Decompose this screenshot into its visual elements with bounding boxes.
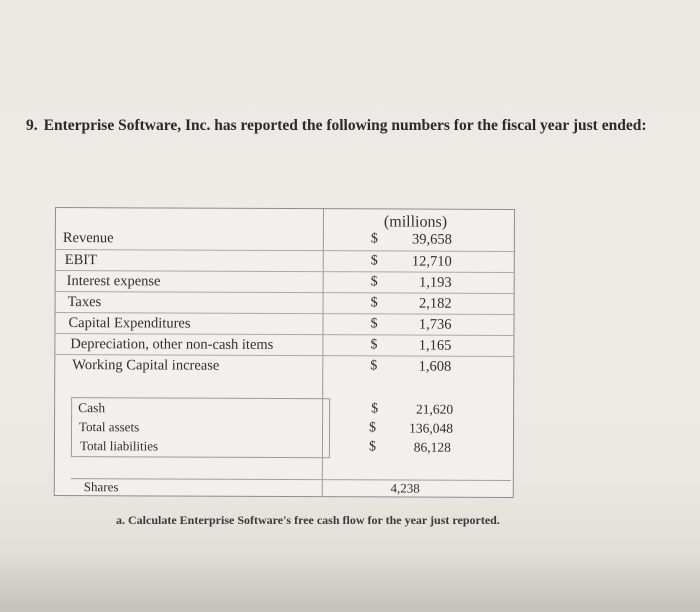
- currency-symbol: $: [368, 439, 376, 455]
- row-label: Interest expense: [66, 273, 161, 290]
- row-value: 1,736: [418, 316, 452, 333]
- shares-row: [71, 478, 511, 497]
- question-heading: [26, 117, 686, 135]
- row-label: Shares: [83, 479, 119, 495]
- row-value: 39,658: [411, 231, 452, 248]
- row-label: Total assets: [79, 419, 140, 435]
- currency-symbol: $: [371, 401, 379, 417]
- page-bottom-shadow: [0, 552, 700, 612]
- row-label: Capital Expenditures: [68, 315, 191, 332]
- financial-table: [54, 207, 515, 498]
- currency-symbol: $: [370, 337, 378, 353]
- units-header: (millions): [383, 213, 448, 231]
- currency-symbol: $: [370, 274, 378, 290]
- instruction-text: a. Calculate Enterprise Software's free cash flow for the year just reported.: [116, 513, 500, 527]
- row-value: 4,238: [390, 480, 420, 496]
- row-value: 21,620: [415, 401, 454, 417]
- question-number: 9.: [26, 117, 38, 134]
- currency-symbol: $: [369, 420, 377, 436]
- currency-symbol: $: [370, 316, 378, 332]
- row-value: 136,048: [409, 420, 454, 436]
- row-label: EBIT: [64, 252, 98, 269]
- row-value: 86,128: [413, 439, 451, 455]
- table-row: [55, 354, 513, 378]
- currency-symbol: $: [370, 253, 378, 269]
- row-label: Cash: [78, 400, 106, 416]
- row-value: 1,608: [418, 358, 452, 375]
- row-value: 12,710: [411, 253, 452, 270]
- currency-symbol: $: [370, 231, 378, 247]
- table-row: [56, 228, 514, 251]
- row-value: 2,182: [418, 295, 452, 312]
- currency-symbol: $: [370, 295, 378, 311]
- currency-symbol: $: [370, 358, 378, 374]
- row-label: Taxes: [67, 294, 102, 311]
- row-label: Total liabilities: [79, 438, 159, 454]
- row-value: 1,165: [418, 337, 452, 354]
- row-label: Depreciation, other non-cash items: [70, 336, 274, 353]
- row-value: 1,193: [419, 274, 452, 291]
- question-text: Enterprise Software, Inc. has reported the following numbers for the fiscal year just ended:: [43, 117, 647, 134]
- table-row: [55, 436, 513, 459]
- row-label: Revenue: [62, 230, 114, 247]
- row-label: Working Capital increase: [72, 357, 220, 374]
